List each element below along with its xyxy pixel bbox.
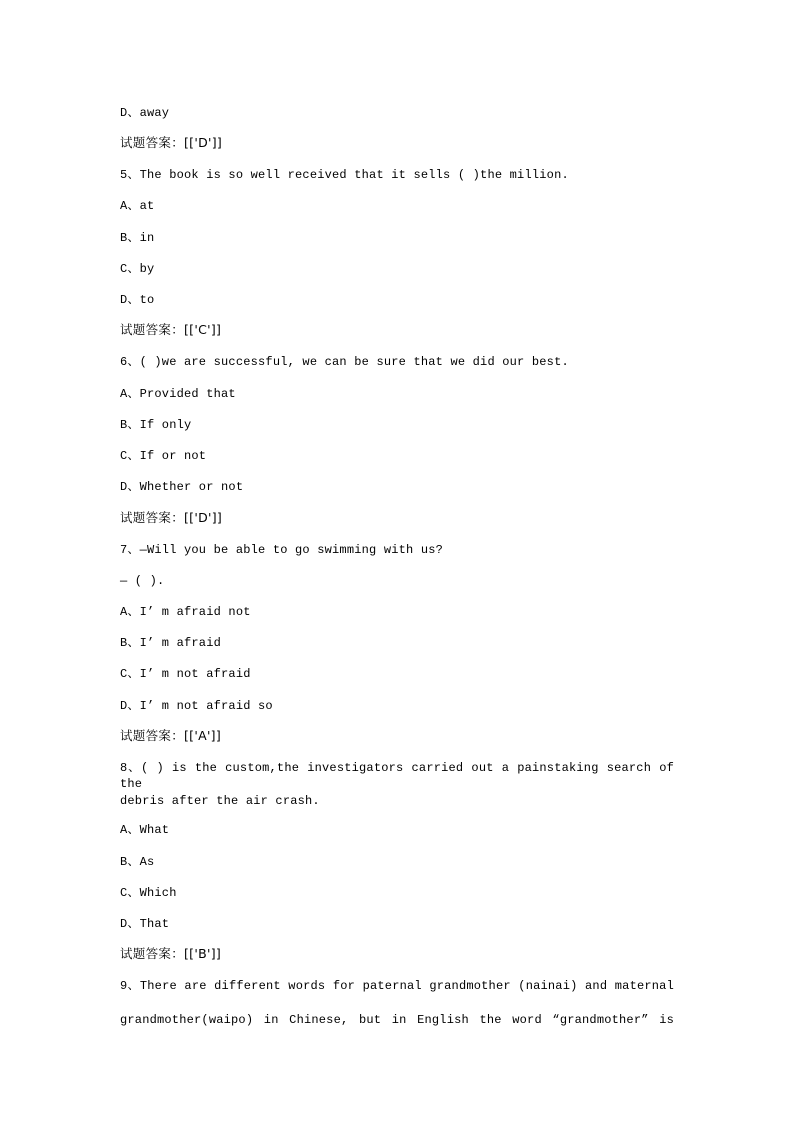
q4-answer: 试题答案：[['D']] — [120, 135, 223, 150]
q6-option-a: A、Provided that — [120, 387, 236, 401]
q8-option-b: B、As — [120, 855, 155, 869]
q7-stem-reply: — ( ). — [120, 574, 165, 588]
q7-option-c: C、I’ m not afraid — [120, 667, 251, 681]
q8-option-c: C、Which — [120, 886, 177, 900]
q8-stem-line2: debris after the air crash. — [120, 794, 320, 808]
q7-option-b: B、I’ m afraid — [120, 636, 222, 650]
q5-option-d: D、to — [120, 293, 155, 307]
q8-stem-line1: 8、( ) is the custom,the investigators carried out a painstaking search of the — [120, 761, 674, 791]
q8-answer: 试题答案：[['B']] — [120, 946, 222, 961]
q7-option-d: D、I’ m not afraid so — [120, 699, 273, 713]
q5-answer: 试题答案：[['C']] — [120, 322, 222, 337]
q7-stem: 7、—Will you be able to go swimming with us? — [120, 543, 444, 557]
q5-option-a: A、at — [120, 199, 155, 213]
q8-option-d: D、That — [120, 917, 170, 931]
q6-answer: 试题答案：[['D']] — [120, 510, 223, 525]
q5-option-c: C、by — [120, 262, 155, 276]
q9-stem-line2: grandmother(waipo) in Chinese, but in English the word “grandmother” is — [120, 1013, 674, 1027]
q6-option-b: B、If only — [120, 418, 192, 432]
q5-stem: 5、The book is so well received that it sells ( )the million. — [120, 168, 569, 182]
q7-answer: 试题答案：[['A']] — [120, 728, 222, 743]
q6-option-c: C、If or not — [120, 449, 207, 463]
q6-option-d: D、Whether or not — [120, 480, 244, 494]
q6-stem: 6、( )we are successful, we can be sure that we did our best. — [120, 355, 569, 369]
q5-option-b: B、in — [120, 231, 155, 245]
q7-option-a: A、I’ m afraid not — [120, 605, 251, 619]
q9-stem-line1: 9、There are different words for paternal grandmother (nainai) and maternal — [120, 979, 674, 993]
q4-option-d: D、away — [120, 106, 170, 120]
q8-option-a: A、What — [120, 823, 170, 837]
